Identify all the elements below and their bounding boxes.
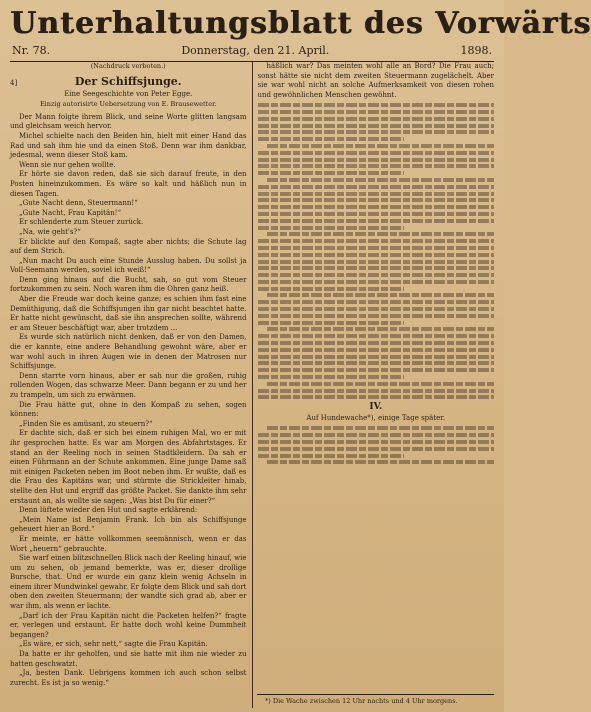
text-line (267, 232, 495, 236)
issue-date: Donnerstag, den 21. April. (181, 44, 330, 57)
paragraph: Er dachte sich, daß er sich bei einem ruhigen Mal, wo er mit ihr gesprochen hatte. Es war am Morgen des Abfahrtstages. Er stand an der Reeling noch in seinen Stadtkleidern. Da sah er einen Führmann an der Schute ankommen. Eine junge Dame saß mit einigen Packeten neben im Boot neben ihm. Er wußte, daß es die Frau des Kapitäns war, und stürmte die Strickleiter hinab, stellte den Hut und ergriff das größte Packet. Sie dankte ihm sehr erstaunt an, als wollte sie sagen: „Was bist Du für einer?“ (10, 429, 247, 505)
section-heading: IV. (369, 402, 383, 413)
paragraph: Denn ging hinaus auf die Bucht, sah, so gut vom Steuer fortzukommen zu sein. Noch waren ihm die Ohren ganz heiß. (10, 275, 247, 294)
paragraph: Da hatte er ihr geholfen, und sie hatte mit ihm nie wieder zu hatten geschwatzt. (10, 650, 247, 668)
text-line (258, 192, 495, 196)
text-line (258, 219, 495, 223)
text-line (258, 314, 495, 318)
text-line (258, 158, 495, 162)
text-line (258, 454, 405, 458)
reprint-note: (Nachdruck verboten.) (90, 62, 166, 70)
paragraph: Aber die Freude war doch keine ganze; es schien ihm fast eine Demüthigung, daß die Schiffsjungen ihn gar nicht beachtet hatte. Er hatte nicht gewünscht, daß sie ihn ansprechen sollte, während er am Steuer beschäftigt war, aber trotzdem ... (10, 295, 247, 332)
left-column (10, 62, 252, 708)
paragraph: Sie warf einen blitzschnellen Blick nach der Reeling hinauf, wie um zu sehen, ob jemand bemerkte, was er, dieser drollige Bursche, that. Und er wurde ein ganz klein wenig Achseln in einem ihrer Mundwinkel gewahr. Er folgte dem Blick und sah dort oben den zweiten Steuermann; der wandte sich grad ab, aber er war ihm, als wenn er lachte. (10, 554, 247, 611)
story-header (10, 74, 247, 90)
text-line (258, 395, 495, 399)
text-line (258, 368, 495, 372)
text-line (258, 273, 495, 277)
text-line (258, 280, 495, 284)
text-line (258, 205, 495, 209)
text-line (258, 321, 405, 325)
illegible-text-block (258, 103, 495, 399)
text-line (258, 130, 495, 134)
masthead-title: Unterhaltungsblatt des Vorwärts (10, 6, 591, 41)
paragraph: Wenn sie nur gehen wollte. (19, 160, 116, 169)
text-line (267, 293, 495, 297)
paragraph: „Darf ich der Frau Kapitän nicht die Packeten helfen?“ fragte er, verlegen und erstaunt. Er hatte doch wohl keine Dummheit begangen? (10, 611, 247, 639)
text-line (258, 341, 495, 345)
text-line (258, 226, 405, 230)
text-line (258, 171, 405, 175)
text-line (258, 164, 495, 168)
text-line (258, 447, 495, 451)
issue-number: Nr. 78. (12, 44, 51, 57)
text-line (258, 355, 495, 359)
text-line (258, 375, 405, 379)
issue-year: 1898. (460, 44, 492, 57)
text-line (258, 307, 495, 311)
issue-line (10, 42, 494, 62)
paragraph: Die Frau hätte gut, ohne in den Kompaß zu sehen, sogen können: (10, 400, 247, 419)
right-column (253, 62, 495, 708)
text-line (258, 198, 495, 202)
story-text-continued (258, 62, 495, 100)
text-line (258, 246, 495, 250)
section-subheading: Auf Hundewache*), einige Tage später. (306, 414, 446, 423)
text-line (258, 103, 495, 107)
story-text (10, 113, 247, 689)
text-line (258, 348, 495, 352)
paragraph: häßlich war? Das meinten wohl alle an Bord? Die Frau auch; sonst hätte sie nicht dem zweiten Steuermann zugelächelt. Aber sie war wohl nicht an solche Aufmerksamkeit von diesen rohen und gewöhnlichen Menschen gewöhnt. (257, 62, 494, 99)
text-line (258, 239, 495, 243)
paragraph: Der Mann folgte ihrem Blick, und seine Worte glitten langsam und gleichsam weich hervor. (10, 112, 247, 131)
text-line (267, 426, 495, 430)
paragraph: Denn starrte vorn hinaus, aber er sah nur die großen, ruhig rollenden Wogen, das schwarze Meer. Dann begann er zu und her zu trampeln, um sich zu erwärmen. (10, 371, 247, 399)
paragraph: „Na, wie geht's?“ (19, 227, 81, 236)
text-line (258, 185, 495, 189)
text-line (258, 300, 495, 304)
text-line (258, 361, 495, 365)
text-line (258, 137, 405, 141)
columns (10, 62, 494, 708)
text-line (258, 110, 495, 114)
text-line (258, 253, 495, 257)
paragraph: „Gute Nacht, Frau Kapitän!“ (19, 208, 122, 217)
translator-line: Einzig autorisirte Uebersetzung von E. Brausewetter. (39, 100, 217, 109)
paragraph: „Mein Name ist Benjamin Frank. Ich bin als Schiffsjunge geheuert hier an Bord.“ (10, 515, 247, 534)
footnote: *) Die Wache zwischen 12 Uhr nachts und 4 Uhr morgens. (257, 694, 494, 708)
story-number: 4] (10, 78, 18, 87)
paragraph: Denn lüftete wieder den Hut und sagte erklärend: (19, 506, 198, 515)
text-line (258, 334, 495, 338)
paragraph: „Es wäre, er sich, sehr nett,“ sagte die Frau Kapitän. (19, 640, 208, 649)
story-title: Der Schiffsjunge. (74, 74, 182, 88)
paragraph: „Ja, besten Dank. Uebrigens kommen ich auch schon selbst zurecht. Es ist ja so wenig.“ (10, 669, 247, 687)
paragraph: „Finden Sie es amüsant, zu steuern?“ (19, 419, 153, 428)
text-line (258, 124, 495, 128)
paragraph: Er blickte auf den Kompaß, sagte aber nichts; die Schute lag auf dem Strich. (10, 237, 247, 256)
text-line (267, 144, 495, 148)
paragraph: Michel schielte nach den Beiden hin, hielt mit einer Hand das Rad und sah ihm hie und da einen Stoß. Denn war ihm dankbar, jedesmal, wenn dieser Stoß kam. (10, 131, 247, 160)
text-line (258, 287, 405, 291)
paragraph: Er schlenderte zum Steuer zurück. (19, 218, 144, 227)
text-line (267, 382, 495, 386)
story-subtitle: Eine Seegeschichte von Peter Egge. (64, 89, 193, 98)
text-line (258, 151, 495, 155)
paragraph: Er hörte sie davon reden, daß sie sich darauf freute, in den Posten hineinzukommen. Es wäre so kalt und häßlich nun in diesen Tagen. (10, 170, 247, 198)
text-line (258, 440, 495, 444)
text-line (258, 212, 495, 216)
text-line (258, 389, 495, 393)
paragraph: Er meinte, er hätte vollkommen seemännisch, wenn er das Wort „heuern“ gebrauchte. (10, 534, 247, 553)
text-line (258, 260, 495, 264)
text-line (267, 327, 495, 331)
text-line (258, 266, 495, 270)
paragraph: „Gute Nacht denn, Steuermann!“ (19, 199, 138, 208)
illegible-text-block (258, 426, 495, 464)
paragraph: Es wurde sich natürlich nicht denken, daß er von den Damen, die er kannte, eine andere Behandlung gewohnt wäre, aber er war wohl auch in ihren Augen wie in denen der Matrosen nur Schiffsjunge. (10, 333, 247, 371)
paragraph: „Nun macht Du auch eine Stunde Ausslug haben. Du sollst ja Voll-Seemann werden, soviel ich weiß!“ (10, 256, 247, 275)
text-line (267, 178, 495, 182)
text-line (267, 460, 495, 464)
text-line (258, 433, 495, 437)
text-line (258, 117, 495, 121)
